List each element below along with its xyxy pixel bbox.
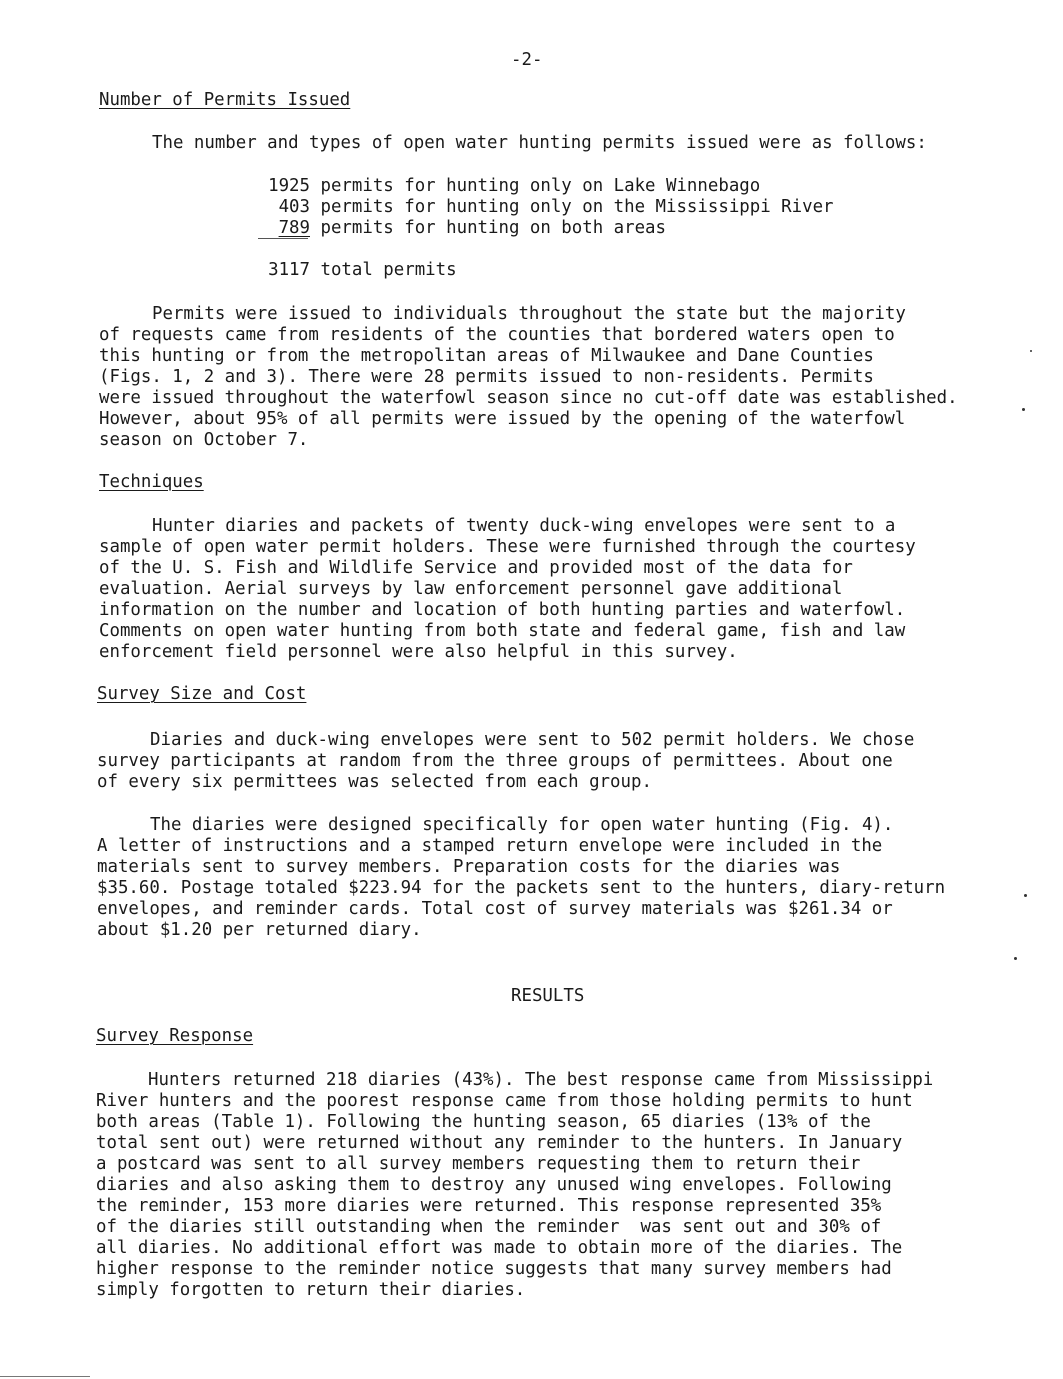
scan-speck	[1024, 894, 1027, 897]
paragraph-line: survey participants at random from the three groups of permittees. About one	[97, 751, 893, 771]
permit-total-text: total permits	[320, 260, 457, 280]
section-heading-survey-size: Survey Size and Cost	[97, 684, 307, 704]
permit-total	[258, 260, 457, 281]
paragraph-line: Diaries and duck-wing envelopes were sent to 502 permit holders. We chose	[150, 730, 915, 750]
permit-count: 403	[278, 197, 310, 217]
permit-text: permits for hunting only on Lake Winnebago	[320, 176, 761, 196]
paragraph-line: of every six permittees was selected from each group.	[97, 772, 652, 792]
results-title: RESULTS	[511, 986, 585, 1006]
permit-count: 1925	[268, 176, 310, 196]
permit-text: permits for hunting on both areas	[320, 218, 666, 238]
paragraph-line: about $1.20 per returned diary.	[97, 920, 422, 940]
paragraph-line: of requests came from residents of the counties that bordered waters open to	[99, 325, 895, 345]
permit-total-count: 3117	[268, 260, 310, 280]
paragraph-line: Hunters returned 218 diaries (43%). The best response came from Mississippi	[148, 1070, 934, 1090]
paragraph-line: information on the number and location of both hunting parties and waterfowl.	[99, 600, 906, 620]
paragraph-line: Permits were issued to individuals throughout the state but the majority	[152, 304, 906, 324]
paragraph-line: A letter of instructions and a stamped return envelope were included in the	[97, 836, 883, 856]
permit-item	[258, 176, 760, 197]
permit-item	[258, 218, 666, 239]
paragraph-line: $35.60. Postage totaled $223.94 for the packets sent to the hunters, diary-return	[97, 878, 946, 898]
bottom-edge-mark	[0, 1376, 90, 1377]
sum-underline	[258, 238, 308, 239]
paragraph-line: materials sent to survey members. Preparation costs for the diaries was	[97, 857, 841, 877]
paragraph-line: total sent out) were returned without any reminder to the hunters. In January	[96, 1133, 903, 1153]
section-heading-permits: Number of Permits Issued	[99, 90, 351, 110]
paragraph-line: of the diaries still outstanding when the reminder was sent out and 30% of	[96, 1217, 882, 1237]
paragraph-line: a postcard was sent to all survey members requesting them to return their	[96, 1154, 861, 1174]
paragraph-line: River hunters and the poorest response came from those holding permits to hunt	[96, 1091, 913, 1111]
paragraph-line: were issued throughout the waterfowl season since no cut-off date was established.	[99, 388, 958, 408]
permit-text: permits for hunting only on the Mississippi River	[320, 197, 834, 217]
permits-intro: The number and types of open water hunting permits issued were as follows:	[152, 133, 927, 153]
section-heading-survey-response: Survey Response	[96, 1026, 254, 1046]
paragraph-line: sample of open water permit holders. These were furnished through the courtesy	[99, 537, 916, 557]
permit-count: 789	[278, 218, 310, 238]
paragraph-line: evaluation. Aerial surveys by law enforcement personnel gave additional	[99, 579, 843, 599]
paragraph-line: envelopes, and reminder cards. Total cost of survey materials was $261.34 or	[97, 899, 893, 919]
paragraph-line: this hunting or from the metropolitan areas of Milwaukee and Dane Counties	[99, 346, 874, 366]
paragraph-line: However, about 95% of all permits were issued by the opening of the waterfowl	[99, 409, 906, 429]
paragraph-line: Comments on open water hunting from both state and federal game, fish and law	[99, 621, 906, 641]
paragraph-line: diaries and also asking them to destroy any unused wing envelopes. Following	[96, 1175, 892, 1195]
scan-speck	[1014, 957, 1017, 960]
paragraph-line: both areas (Table 1). Following the hunting season, 65 diaries (13% of the	[96, 1112, 871, 1132]
page-number: -2-	[511, 50, 543, 70]
paragraph-line: The diaries were designed specifically for open water hunting (Fig. 4).	[150, 815, 894, 835]
scan-speck	[1030, 350, 1032, 352]
scan-speck	[1022, 408, 1025, 411]
paragraph-line: season on October 7.	[99, 430, 309, 450]
paragraph-line: simply forgotten to return their diaries.	[96, 1280, 526, 1300]
paragraph-line: Hunter diaries and packets of twenty duck-wing envelopes were sent to a	[152, 516, 896, 536]
paragraph-line: all diaries. No additional effort was made to obtain more of the diaries. The	[96, 1238, 903, 1258]
permit-item	[258, 197, 834, 218]
paragraph-line: the reminder, 153 more diaries were returned. This response represented 35%	[96, 1196, 882, 1216]
paragraph-line: of the U. S. Fish and Wildlife Service and provided most of the data for	[99, 558, 853, 578]
paragraph-line: (Figs. 1, 2 and 3). There were 28 permits issued to non-residents. Permits	[99, 367, 874, 387]
paragraph-line: higher response to the reminder notice suggests that many survey members had	[96, 1259, 892, 1279]
paragraph-line: enforcement field personnel were also helpful in this survey.	[99, 642, 738, 662]
section-heading-techniques: Techniques	[99, 472, 204, 492]
